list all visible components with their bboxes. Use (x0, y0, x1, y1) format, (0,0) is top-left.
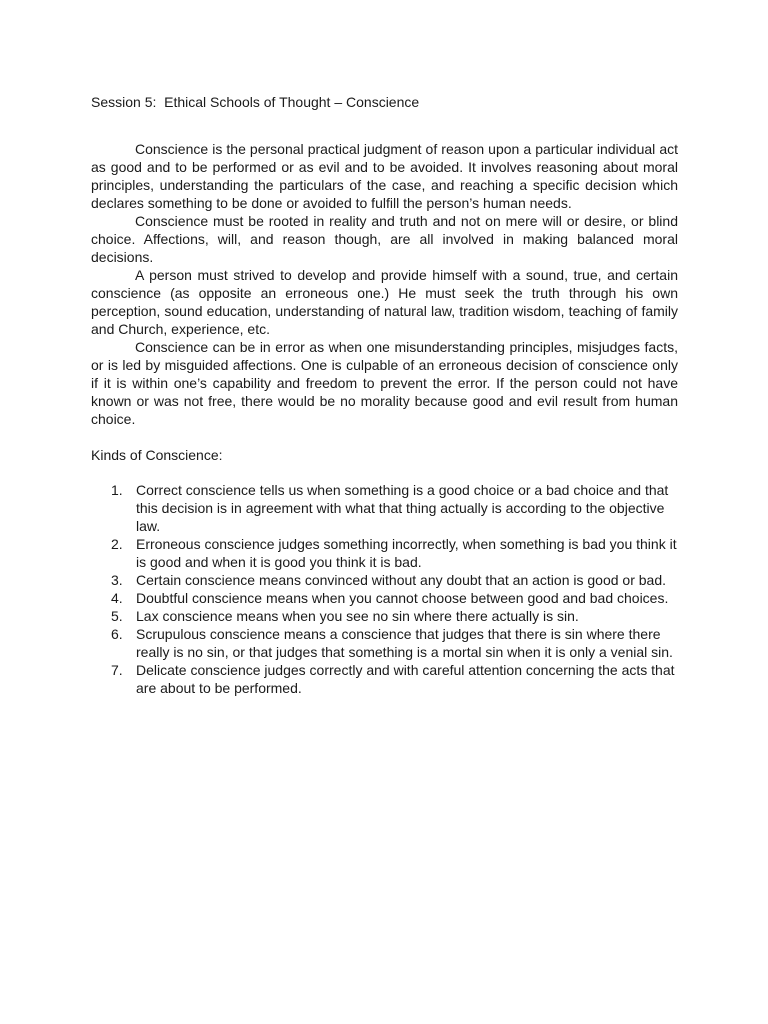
list-item-text: Erroneous conscience judges something incorrectly, when something is bad you think it is good and when it is good you think it is bad. (136, 536, 677, 570)
list-item-text: Certain conscience means convinced without any doubt that an action is good or bad. (136, 572, 666, 588)
paragraph: Conscience is the personal practical judgment of reason upon a particular individual act as good and to be performed or as evil and to be avoided. It involves reasoning about moral principles, understanding the particulars of the case, and reaching a specific decision which declares something to be done or avoided to fulfill the person’s human needs. (91, 141, 678, 211)
list-number: 2. (111, 536, 123, 552)
list-number: 5. (111, 608, 123, 624)
list-item (111, 481, 678, 535)
kinds-heading: Kinds of Conscience: (91, 447, 223, 463)
list-item-text: Scrupulous conscience means a conscience that judges that there is sin where there really is no sin, or that judges that something is a mortal sin when it is only a venial sin. (136, 626, 673, 660)
list-number: 3. (111, 572, 123, 588)
list-number: 1. (111, 482, 123, 498)
list-number: 7. (111, 662, 123, 678)
list-item (111, 625, 678, 661)
list-item (111, 661, 678, 697)
list-item (111, 589, 678, 607)
list-item (111, 571, 678, 589)
list-number: 6. (111, 626, 123, 642)
list-item (111, 535, 678, 571)
list-item (111, 607, 678, 625)
list-item-text: Lax conscience means when you see no sin where there actually is sin. (136, 608, 579, 624)
list-item-text: Doubtful conscience means when you cannot choose between good and bad choices. (136, 590, 669, 606)
body-paragraphs (91, 140, 678, 428)
paragraph: Conscience can be in error as when one misunderstanding principles, misjudges facts, or is led by misguided affections. One is culpable of an erroneous decision of conscience only if it is within one’s capability and freedom to prevent the error. If the person could not have known or was not free, there would be no morality because good and evil result from human choice. (91, 339, 678, 427)
list-item-text: Delicate conscience judges correctly and with careful attention concerning the acts that are about to be performed. (136, 662, 675, 696)
list-item-text: Correct conscience tells us when something is a good choice or a bad choice and that this decision is in agreement with what that thing actually is according to the objective law. (136, 482, 669, 534)
paragraph: A person must strived to develop and provide himself with a sound, true, and certain conscience (as opposite an erroneous one.) He must seek the truth through his own perception, sound education, understanding of natural law, tradition wisdom, teaching of family and Church, experience, etc. (91, 267, 678, 337)
list-number: 4. (111, 590, 123, 606)
document-title: Session 5: Ethical Schools of Thought – Conscience (91, 94, 420, 110)
document-page (91, 93, 678, 697)
kinds-list (91, 481, 678, 697)
paragraph: Conscience must be rooted in reality and truth and not on mere will or desire, or blind choice. Affections, will, and reason though, are all involved in making balanced moral decisions. (91, 213, 678, 265)
